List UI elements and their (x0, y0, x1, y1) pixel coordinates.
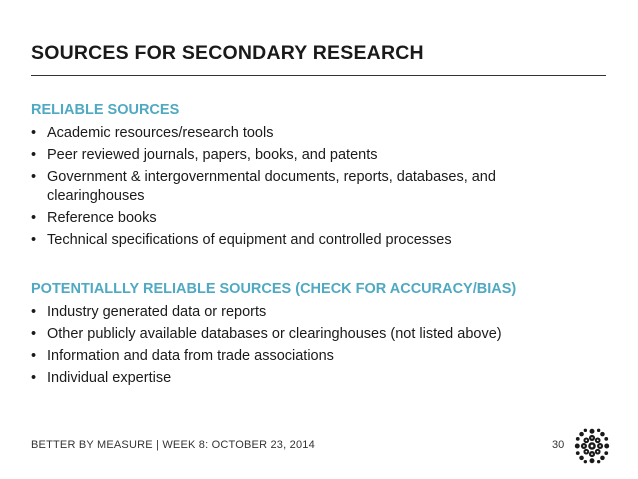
list-item-text: Government & intergovernmental documents, reports, databases, and clearinghouses (47, 169, 496, 204)
list-item (31, 347, 591, 366)
list-item-text: Information and data from trade associations (47, 348, 334, 364)
section-potentially-reliable-sources (31, 278, 591, 388)
list-item-text: Reference books (47, 210, 157, 226)
bullet-icon: • (31, 232, 37, 248)
section-heading: POTENTIALLLY RELIABLE SOURCES (CHECK FOR ACCURACY/BIAS) (31, 281, 517, 297)
list-item-text: Other publicly available databases or clearinghouses (not listed above) (47, 326, 502, 342)
bullet-list (31, 124, 591, 250)
bullet-icon: • (31, 210, 37, 226)
list-item (31, 369, 591, 388)
section-heading: RELIABLE SOURCES (31, 102, 180, 118)
list-item (31, 303, 591, 322)
list-item (31, 168, 591, 206)
list-item-text: Academic resources/research tools (47, 125, 274, 141)
section-reliable-sources (31, 99, 591, 250)
list-item-text: Industry generated data or reports (47, 304, 267, 320)
bullet-icon: • (31, 169, 37, 185)
bullet-icon: • (31, 147, 37, 163)
bullet-list (31, 303, 591, 388)
bullet-icon: • (31, 304, 37, 320)
flower-logo-icon (573, 427, 611, 465)
list-item (31, 209, 591, 228)
bullet-icon: • (31, 326, 37, 342)
title-divider (31, 75, 606, 76)
list-item (31, 231, 591, 250)
list-item-text: Peer reviewed journals, papers, books, and patents (47, 147, 378, 163)
list-item (31, 124, 591, 143)
list-item-text: Technical specifications of equipment and controlled processes (47, 232, 452, 248)
list-item (31, 325, 591, 344)
bullet-icon: • (31, 125, 37, 141)
bullet-icon: • (31, 370, 37, 386)
list-item (31, 146, 591, 165)
bullet-icon: • (31, 348, 37, 364)
slide-title: SOURCES FOR SECONDARY RESEARCH (31, 42, 424, 64)
list-item-text: Individual expertise (47, 370, 172, 386)
slide-footer: BETTER BY MEASURE | WEEK 8: OCTOBER 23, 2014 (31, 439, 315, 451)
page-number: 30 (552, 439, 565, 451)
